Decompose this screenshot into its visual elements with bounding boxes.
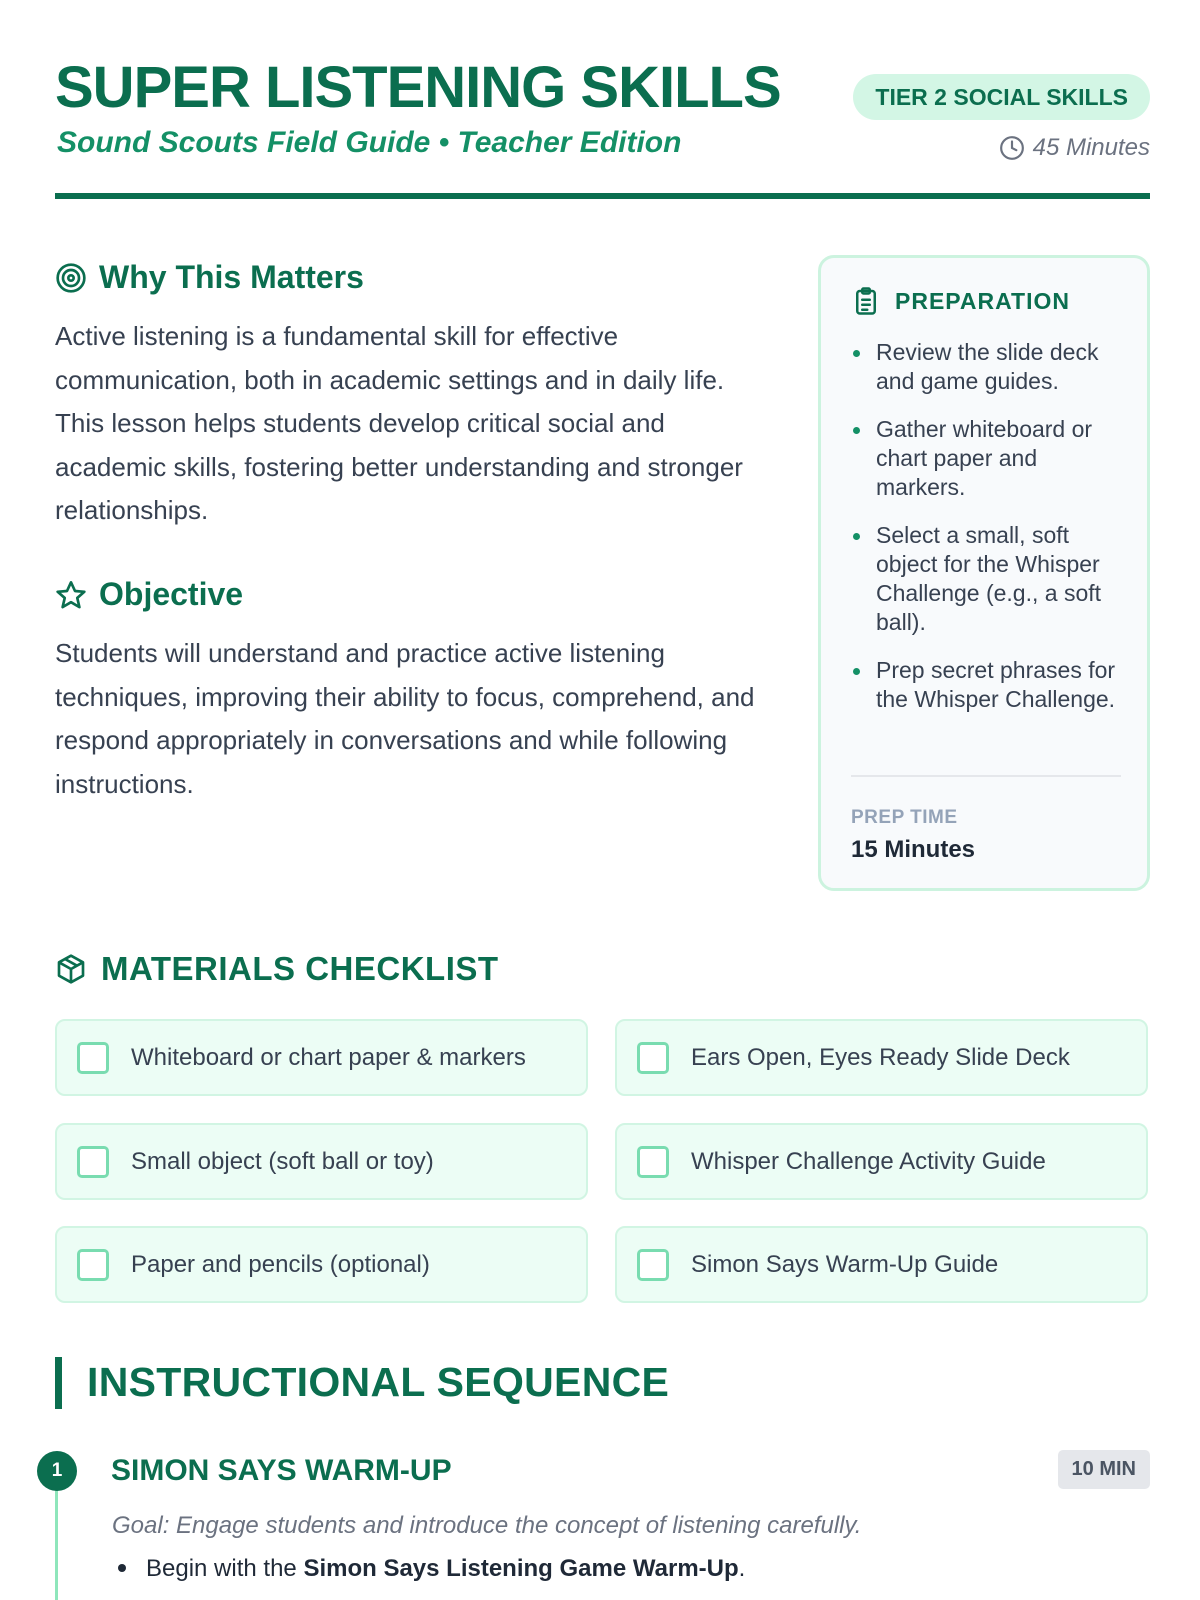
lesson-duration [999, 134, 1150, 162]
why-heading [55, 259, 364, 296]
checklist-item[interactable] [615, 1019, 1148, 1096]
why-heading-text: Why This Matters [99, 259, 364, 295]
checklist-item[interactable] [615, 1123, 1148, 1200]
checklist-label: Paper and pencils (optional) [131, 1250, 430, 1278]
preparation-heading [851, 286, 1070, 316]
prep-time-label: PREP TIME [851, 807, 958, 828]
package-icon [55, 953, 87, 985]
objective-body: Students will understand and practice active listening techniques, improving their ability to focus, comprehend, and respond appropriately in conversations and while following instructions. [55, 638, 755, 799]
star-icon [55, 579, 87, 611]
step-title: SIMON SAYS WARM-UP [111, 1454, 452, 1487]
page-title: SUPER LISTENING SKILLS [55, 55, 781, 120]
checklist-label: Whiteboard or chart paper & markers [131, 1043, 526, 1071]
why-body: Active listening is a fundamental skill for effective communication, both in academic settings and in daily life. This lesson helps students develop critical social and academic skills, fostering better understanding and stronger relationships. [55, 321, 743, 525]
clipboard-icon [851, 286, 881, 316]
checklist-label: Whisper Challenge Activity Guide [691, 1147, 1046, 1175]
checkbox[interactable] [77, 1042, 109, 1074]
step-bullet-bold: Simon Says Listening Game Warm-Up [303, 1555, 739, 1582]
checkbox[interactable] [637, 1146, 669, 1178]
checkbox[interactable] [637, 1042, 669, 1074]
checklist-label: Small object (soft ball or toy) [131, 1147, 434, 1175]
preparation-list [851, 338, 1123, 733]
preparation-item: Prep secret phrases for the Whisper Challenge. [851, 656, 1123, 714]
clock-icon [999, 135, 1025, 161]
preparation-heading-text: PREPARATION [895, 287, 1070, 314]
preparation-item: Review the slide deck and game guides. [851, 338, 1123, 396]
step-bullet [118, 1555, 745, 1583]
materials-heading-text: MATERIALS CHECKLIST [101, 950, 499, 987]
checklist-item[interactable] [55, 1019, 588, 1096]
preparation-card [818, 255, 1150, 891]
checklist-item[interactable] [55, 1123, 588, 1200]
checklist-item[interactable] [55, 1226, 588, 1303]
lesson-page [51, 0, 1150, 1600]
checkbox[interactable] [77, 1146, 109, 1178]
tier-badge: TIER 2 SOCIAL SKILLS [853, 74, 1150, 120]
checklist-label: Ears Open, Eyes Ready Slide Deck [691, 1043, 1070, 1071]
checklist-label: Simon Says Warm-Up Guide [691, 1250, 999, 1278]
step-duration-badge: 10 MIN [1058, 1450, 1150, 1489]
duration-label: 45 Minutes [1032, 134, 1150, 161]
header [55, 52, 1150, 200]
objective-heading-text: Objective [99, 576, 244, 612]
objective-heading [55, 576, 243, 613]
preparation-divider [851, 775, 1121, 777]
step-number: 1 [37, 1451, 77, 1491]
step-bullet-prefix: Begin with the [146, 1555, 304, 1582]
prep-time-value: 15 Minutes [851, 836, 976, 863]
checkbox[interactable] [77, 1249, 109, 1281]
header-divider [55, 193, 1150, 199]
materials-heading [55, 950, 499, 988]
page-subtitle: Sound Scouts Field Guide • Teacher Edition [57, 126, 682, 159]
target-icon [55, 262, 87, 294]
step-bullet-suffix: . [738, 1555, 746, 1582]
preparation-item: Gather whiteboard or chart paper and markers. [851, 415, 1123, 502]
preparation-item: Select a small, soft object for the Whisper Challenge (e.g., a soft ball). [851, 521, 1123, 637]
bullet-dot [118, 1564, 126, 1572]
checkbox[interactable] [637, 1249, 669, 1281]
step-goal: Goal: Engage students and introduce the concept of listening carefully. [112, 1512, 862, 1539]
sequence-heading: INSTRUCTIONAL SEQUENCE [87, 1359, 670, 1405]
checklist-item[interactable] [615, 1226, 1148, 1303]
sequence-accent-bar [55, 1357, 62, 1409]
